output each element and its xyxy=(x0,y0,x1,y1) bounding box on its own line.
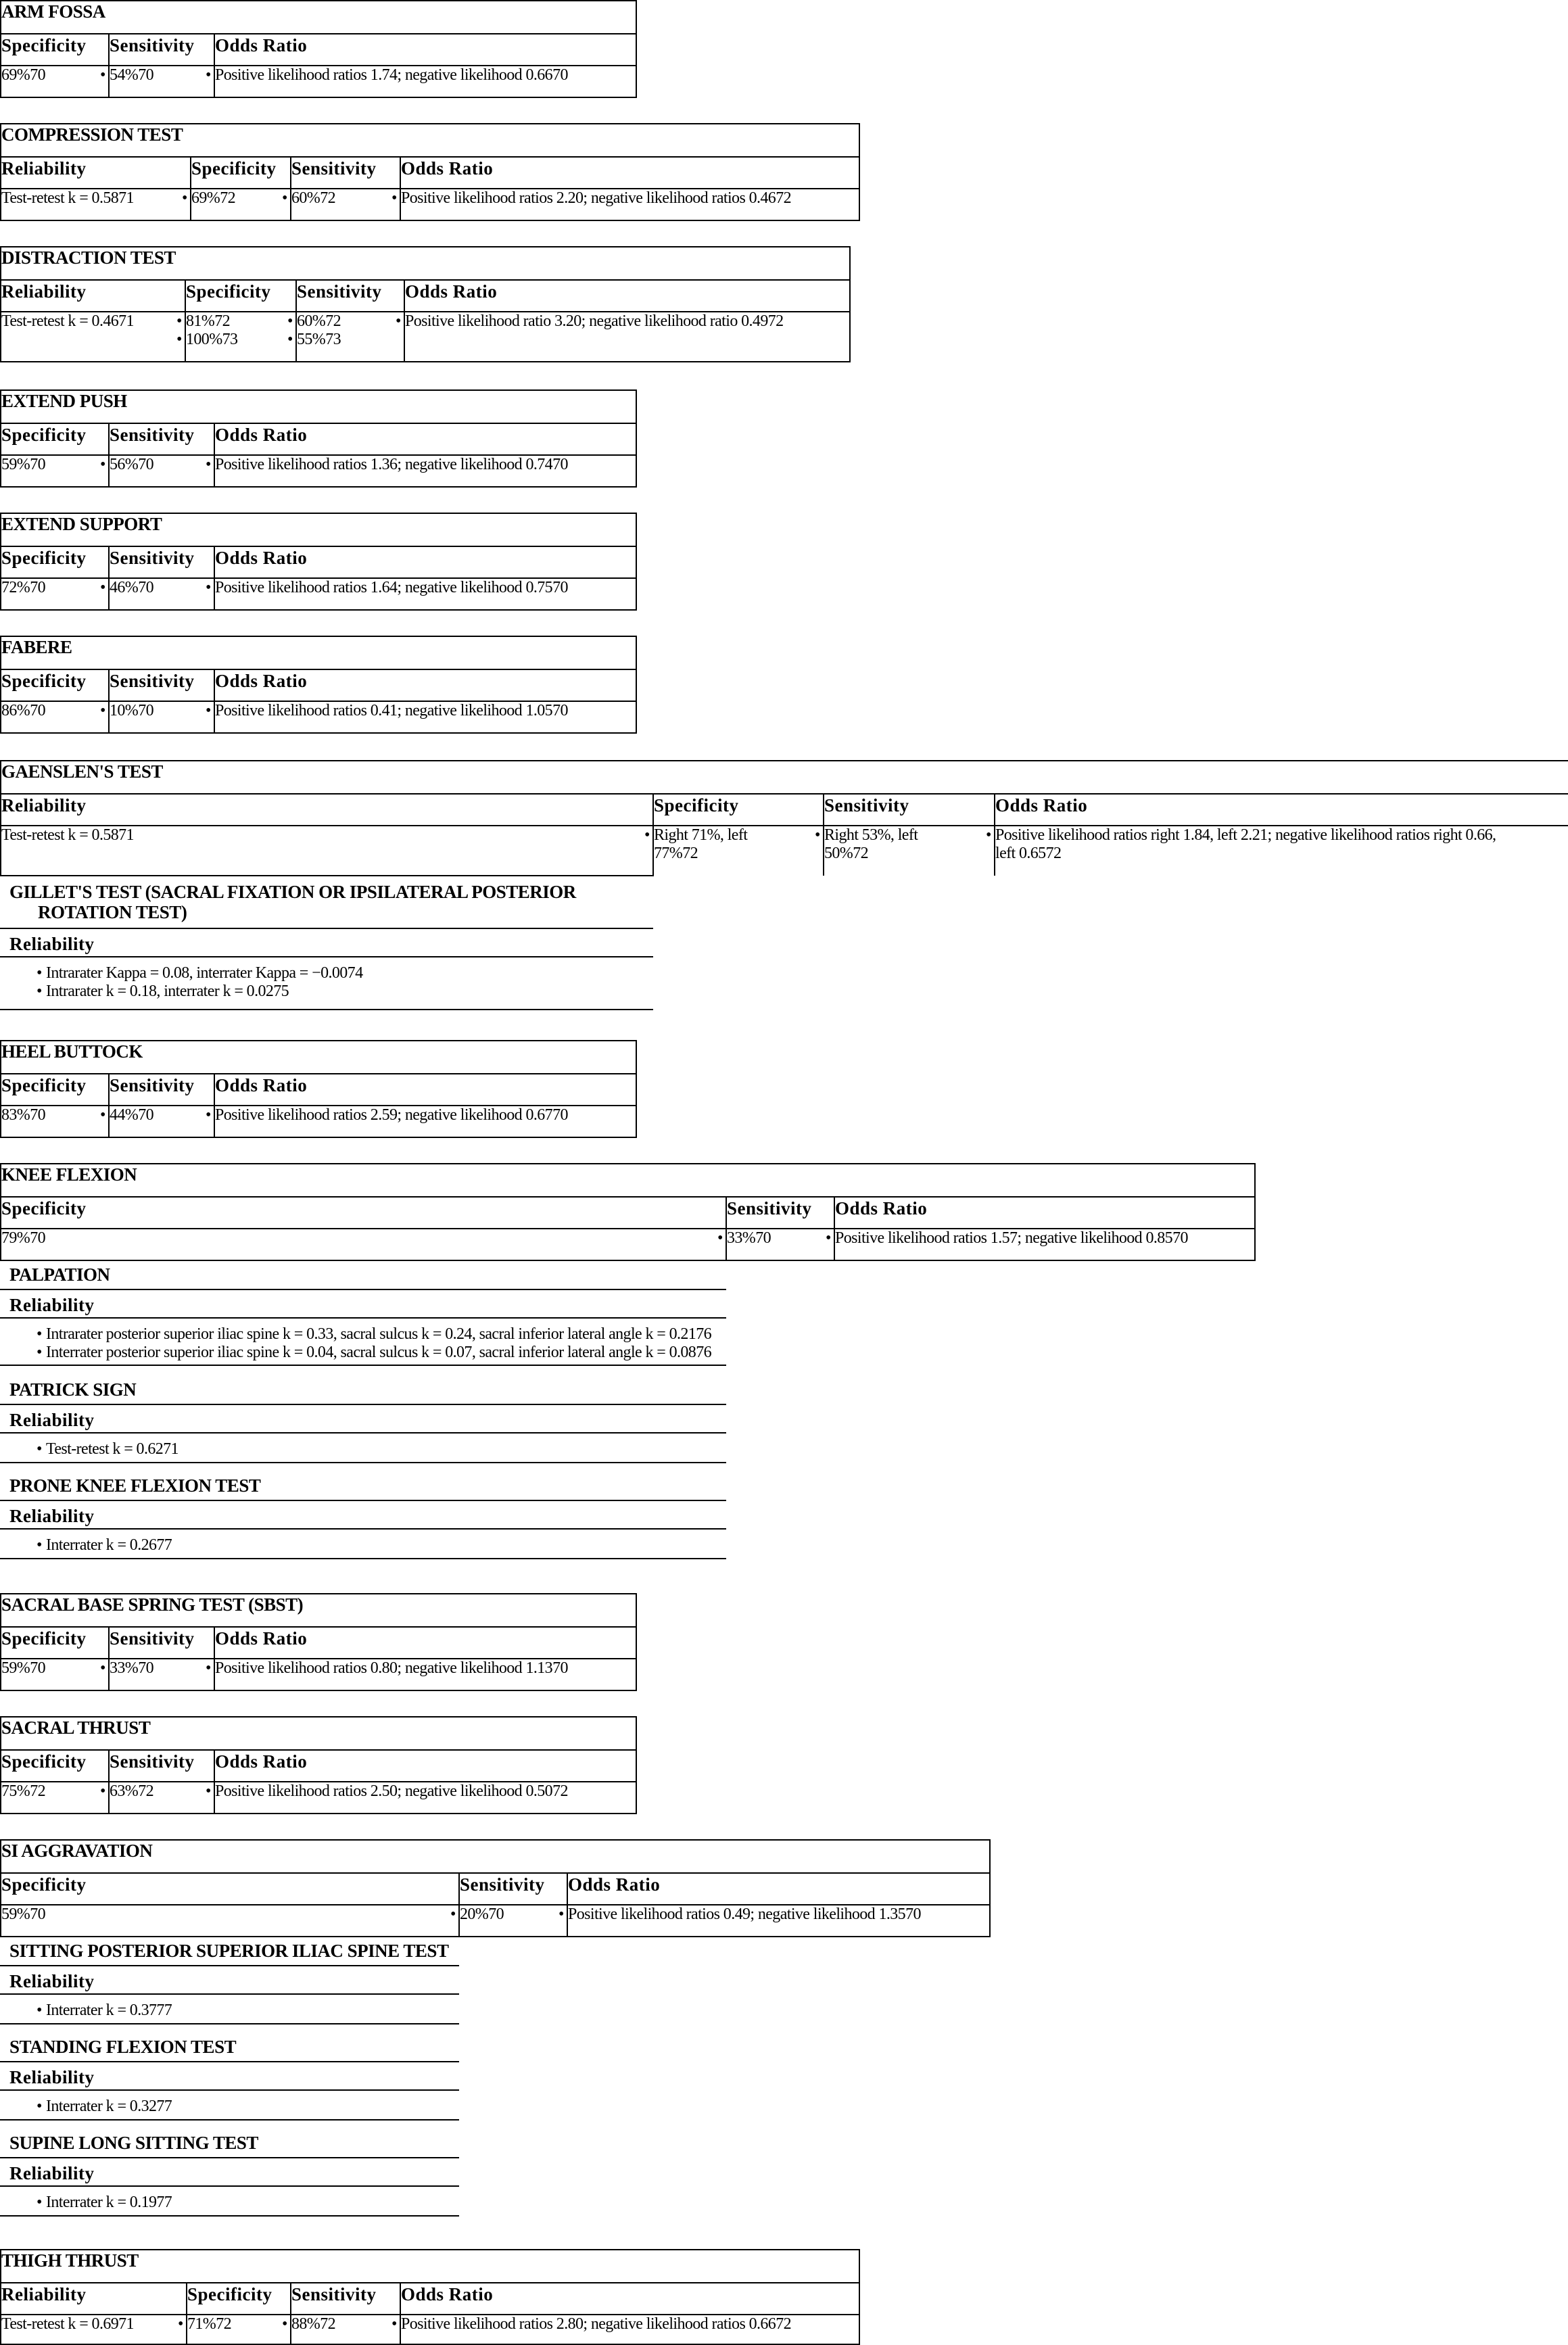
distraction-test-table xyxy=(0,246,851,362)
patrick-sign-block xyxy=(0,1374,726,1463)
reliability-value: • Test-retest k = 0.6971 xyxy=(1,2315,186,2334)
sensitivity-value-cont: 50%72 xyxy=(824,845,868,862)
gillet-test-block xyxy=(0,872,653,1010)
column-header: Sensitivity xyxy=(824,794,995,826)
column-header: Odds Ratio xyxy=(995,794,1568,826)
odds-ratio-value: • Positive likelihood ratio 3.20; negative likelihood ratio 0.4972 xyxy=(405,312,849,331)
odds-ratio-value: • Positive likelihood ratios 2.50; negative likelihood 0.5072 xyxy=(215,1782,636,1801)
column-header: Specificity xyxy=(1,1873,459,1905)
specificity-value: • 72%70 xyxy=(1,579,108,597)
section-title: PALPATION xyxy=(9,1264,110,1285)
column-header: Specificity xyxy=(1,1074,109,1106)
odds-ratio-value: • Positive likelihood ratios 0.41; negative likelihood 1.0570 xyxy=(215,702,636,720)
column-header: Sensitivity xyxy=(109,1627,214,1659)
gaenslen-test-table xyxy=(0,760,1568,876)
section-title-line: ROTATION TEST) xyxy=(38,902,187,922)
fabere-table xyxy=(0,636,637,734)
section-title: HEEL BUTTOCK xyxy=(1,1041,636,1074)
reliability-value: • Interrater k = 0.1977 xyxy=(46,2194,454,2212)
specificity-value: • 100%73 xyxy=(186,331,295,349)
column-header: Sensitivity xyxy=(109,34,214,66)
column-header: Sensitivity xyxy=(291,2283,400,2315)
section-title: COMPRESSION TEST xyxy=(1,124,859,157)
heel-buttock-table xyxy=(0,1040,637,1138)
column-header: Odds Ratio xyxy=(567,1873,990,1905)
column-header: Reliability xyxy=(0,928,653,957)
sensitivity-value: • 60%72 xyxy=(297,312,404,331)
section-title: SUPINE LONG SITTING TEST xyxy=(9,2133,258,2153)
column-header: Specificity xyxy=(653,794,824,826)
prone-knee-flexion-block xyxy=(0,1470,726,1559)
column-header: Reliability xyxy=(1,280,185,312)
specificity-value: • 59%70 xyxy=(1,1905,458,1924)
reliability-value: • Intrarater k = 0.18, interrater k = 0.0275 xyxy=(46,982,648,1001)
specificity-value: • 79%70 xyxy=(1,1229,726,1248)
column-header: Odds Ratio xyxy=(214,423,636,455)
odds-ratio-value: • Positive likelihood ratios 0.80; negative likelihood 1.1370 xyxy=(215,1659,636,1678)
specificity-value: • 59%70 xyxy=(1,1659,108,1678)
column-header: Specificity xyxy=(1,1627,109,1659)
sensitivity-value: • 33%70 xyxy=(110,1659,214,1678)
sensitivity-value: • 33%70 xyxy=(727,1229,834,1248)
compression-test-table xyxy=(0,123,860,221)
section-title: PRONE KNEE FLEXION TEST xyxy=(9,1475,261,1496)
column-header: Specificity xyxy=(1,1197,726,1229)
knee-flexion-table xyxy=(0,1163,1256,1261)
odds-ratio-value: • Positive likelihood ratios 1.57; negative likelihood 0.8570 xyxy=(835,1229,1254,1248)
section-title-line: GILLET'S TEST (SACRAL FIXATION OR IPSILATERAL POSTERIOR xyxy=(9,882,576,902)
sensitivity-value: • 20%70 xyxy=(460,1905,567,1924)
column-header: Odds Ratio xyxy=(214,34,636,66)
sitting-psis-block xyxy=(0,1935,459,2024)
thigh-thrust-table xyxy=(0,2249,860,2345)
palpation-block xyxy=(0,1259,726,1366)
column-header: Sensitivity xyxy=(291,157,400,189)
specificity-value: • 59%70 xyxy=(1,456,108,474)
sensitivity-value: • 60%72 xyxy=(291,189,400,208)
sensitivity-value: • 54%70 xyxy=(110,66,214,85)
reliability-value: • Intrarater Kappa = 0.08, interrater Kappa = −0.0074 xyxy=(46,964,648,982)
sensitivity-value: • 88%72 xyxy=(291,2315,400,2334)
sensitivity-value: • 46%70 xyxy=(110,579,214,597)
column-header: Sensitivity xyxy=(459,1873,567,1905)
column-header: Specificity xyxy=(185,280,296,312)
column-header: Sensitivity xyxy=(109,1750,214,1782)
column-header: Odds Ratio xyxy=(214,1750,636,1782)
section-title: STANDING FLEXION TEST xyxy=(9,2037,237,2057)
section-title: SI AGGRAVATION xyxy=(1,1840,990,1873)
column-header: Reliability xyxy=(1,2283,187,2315)
column-header: Odds Ratio xyxy=(214,1074,636,1106)
column-header: Sensitivity xyxy=(109,546,214,578)
column-header: Reliability xyxy=(0,1500,726,1530)
section-title: DISTRACTION TEST xyxy=(1,247,850,280)
reliability-value: • Test-retest k = 0.5871 xyxy=(1,189,190,208)
column-header: Specificity xyxy=(187,2283,291,2315)
reliability-value: • Interrater posterior superior iliac spine k = 0.04, sacral sulcus k = 0.07, sacral inferior lateral angle k = 0.0876 xyxy=(46,1344,721,1362)
specificity-value: • 86%70 xyxy=(1,702,108,720)
column-header: Sensitivity xyxy=(109,1074,214,1106)
section-title: SITTING POSTERIOR SUPERIOR ILIAC SPINE TEST xyxy=(9,1941,449,1961)
odds-ratio-value-cont: left 0.6572 xyxy=(995,845,1062,862)
section-title: ARM FOSSA xyxy=(1,1,636,34)
section-title: THIGH THRUST xyxy=(1,2250,859,2283)
section-title: PATRICK SIGN xyxy=(9,1379,137,1400)
column-header: Odds Ratio xyxy=(214,546,636,578)
column-header: Specificity xyxy=(1,1750,109,1782)
reliability-value: • Intrarater posterior superior iliac spine k = 0.33, sacral sulcus k = 0.24, sacral inferior lateral angle k = 0.2176 xyxy=(46,1325,721,1344)
sensitivity-value: • Right 53%, left xyxy=(824,826,994,845)
odds-ratio-value: • Positive likelihood ratios 2.80; negative likelihood ratios 0.6672 xyxy=(401,2315,859,2334)
sensitivity-value: • 55%73 xyxy=(297,331,404,349)
column-header: Reliability xyxy=(0,2157,459,2187)
column-header: Specificity xyxy=(1,423,109,455)
odds-ratio-value: • Positive likelihood ratios 2.59; negative likelihood 0.6770 xyxy=(215,1106,636,1124)
column-header: Specificity xyxy=(191,157,291,189)
column-header: Sensitivity xyxy=(726,1197,834,1229)
odds-ratio-value: • Positive likelihood ratios 1.64; negative likelihood 0.7570 xyxy=(215,579,636,597)
section-title: SACRAL BASE SPRING TEST (SBST) xyxy=(1,1594,636,1627)
sensitivity-value: • 56%70 xyxy=(110,456,214,474)
specificity-value: • 75%72 xyxy=(1,1782,108,1801)
sacral-thrust-table xyxy=(0,1716,637,1814)
section-title: EXTEND PUSH xyxy=(1,390,636,423)
sensitivity-value: • 63%72 xyxy=(110,1782,214,1801)
section-title: GAENSLEN'S TEST xyxy=(1,761,1568,794)
extend-push-table xyxy=(0,389,637,488)
standing-flexion-block xyxy=(0,2031,459,2121)
column-header: Reliability xyxy=(0,1404,726,1434)
reliability-value: • Interrater k = 0.2677 xyxy=(46,1536,721,1555)
column-header: Reliability xyxy=(1,794,653,826)
specificity-value: • 83%70 xyxy=(1,1106,108,1124)
odds-ratio-value: • Positive likelihood ratios right 1.84, left 2.21; negative likelihood ratios right 0.66, xyxy=(995,826,1568,845)
column-header: Sensitivity xyxy=(109,669,214,701)
specificity-value: • 81%72 xyxy=(186,312,295,331)
extend-support-table xyxy=(0,513,637,611)
specificity-value: • Right 71%, left xyxy=(654,826,823,845)
reliability-value: • Test-retest k = 0.5871 xyxy=(1,826,652,845)
column-header: Odds Ratio xyxy=(400,2283,859,2315)
reliability-value: • Test-retest k = 0.6271 xyxy=(46,1440,721,1459)
arm-fossa-table xyxy=(0,0,637,98)
reliability-value: • Interrater k = 0.3777 xyxy=(46,2001,454,2020)
column-header: Reliability xyxy=(0,2061,459,2091)
column-header: Sensitivity xyxy=(109,423,214,455)
column-header: Specificity xyxy=(1,546,109,578)
reliability-value: • Interrater k = 0.3277 xyxy=(46,2098,454,2116)
odds-ratio-value: • Positive likelihood ratios 0.49; negative likelihood 1.3570 xyxy=(568,1905,989,1924)
odds-ratio-value: • Positive likelihood ratios 1.36; negative likelihood 0.7470 xyxy=(215,456,636,474)
section-title: EXTEND SUPPORT xyxy=(1,513,636,546)
column-header: Odds Ratio xyxy=(834,1197,1255,1229)
column-header: Specificity xyxy=(1,669,109,701)
sbst-table xyxy=(0,1593,637,1691)
reliability-value: • Test-retest k = 0.4671 xyxy=(1,312,185,331)
column-header: Odds Ratio xyxy=(214,1627,636,1659)
specificity-value-cont: 77%72 xyxy=(654,845,698,862)
si-aggravation-table xyxy=(0,1839,991,1937)
section-title: FABERE xyxy=(1,636,636,669)
section-title xyxy=(0,872,653,922)
section-title: SACRAL THRUST xyxy=(1,1717,636,1750)
specificity-value: • 71%72 xyxy=(187,2315,290,2334)
column-header: Reliability xyxy=(0,1965,459,1995)
specificity-value: • 69%70 xyxy=(1,66,108,85)
sensitivity-value: • 44%70 xyxy=(110,1106,214,1124)
column-header: Reliability xyxy=(1,157,191,189)
section-title: KNEE FLEXION xyxy=(1,1164,1255,1197)
column-header: Specificity xyxy=(1,34,109,66)
odds-ratio-value: • Positive likelihood ratios 2.20; negative likelihood ratios 0.4672 xyxy=(401,189,859,208)
specificity-value: • 69%72 xyxy=(191,189,290,208)
column-header: Odds Ratio xyxy=(400,157,859,189)
sensitivity-value: • 10%70 xyxy=(110,702,214,720)
column-header: Reliability xyxy=(0,1289,726,1319)
column-header: Sensitivity xyxy=(296,280,404,312)
column-header: Odds Ratio xyxy=(214,669,636,701)
supine-long-sitting-block xyxy=(0,2127,459,2217)
odds-ratio-value: • Positive likelihood ratios 1.74; negative likelihood 0.6670 xyxy=(215,66,636,85)
column-header: Odds Ratio xyxy=(404,280,850,312)
